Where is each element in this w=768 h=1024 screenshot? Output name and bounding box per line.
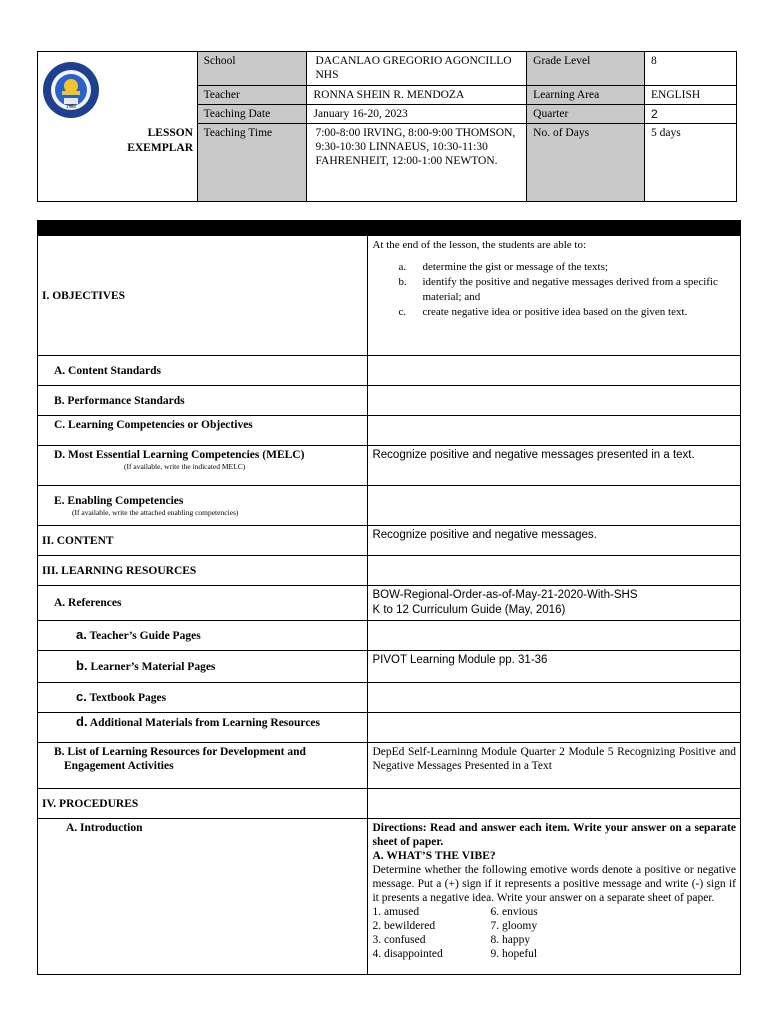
header-table	[37, 51, 737, 202]
intro-activity-title: A. WHAT’S THE VIBE?	[372, 850, 496, 862]
grade-label: Grade Level	[527, 52, 645, 86]
objective-item	[398, 305, 728, 320]
tb-text: Textbook Pages	[86, 692, 167, 704]
emotive-word: 6. envious	[490, 906, 538, 918]
am-text: Additional Materials from Learning Resources	[87, 717, 320, 729]
table-row	[38, 236, 741, 356]
objective-text: create negative idea or positive idea based on the given text.	[422, 306, 688, 318]
references-cell	[368, 586, 741, 621]
table-row	[38, 486, 741, 526]
quarter-label: Quarter	[527, 105, 645, 124]
content-label: II. CONTENT	[38, 526, 368, 556]
teachers-guide-label	[38, 621, 368, 651]
references-value-2: K to 12 Curriculum Guide (May, 2016)	[372, 604, 566, 616]
date-value: January 16-20, 2023	[307, 105, 527, 124]
objective-text: identify the positive and negative messages derived from a specific material; and	[422, 276, 718, 303]
objective-marker: b.	[398, 276, 407, 288]
emotive-words-list	[372, 905, 736, 961]
logo-cell	[38, 52, 198, 202]
tg-text: Teacher’s Guide Pages	[86, 630, 201, 642]
days-value: 5 days	[645, 124, 737, 202]
school-seal-logo	[42, 60, 100, 120]
textbook-label	[38, 683, 368, 713]
time-label: Teaching Time	[197, 124, 307, 202]
introduction-label: A. Introduction	[38, 819, 368, 975]
objective-text: determine the gist or message of the texts;	[422, 261, 608, 273]
melc-cell	[38, 446, 368, 486]
list-resources-value: DepEd Self-Learninng Module Quarter 2 Module 5 Recognizing Positive and Negative Messages Presented in a Text	[368, 743, 741, 789]
emotive-word: 2. bewildered	[372, 920, 436, 932]
table-header-bar	[38, 221, 741, 236]
emotive-word: 7. gloomy	[490, 920, 538, 932]
table-row	[38, 386, 741, 416]
procedures-label: IV. PROCEDURES	[38, 789, 368, 819]
table-row	[38, 416, 741, 446]
table-row	[38, 819, 741, 975]
table-row	[38, 526, 741, 556]
table-row	[38, 713, 741, 743]
objectives-label: I. OBJECTIVES	[38, 236, 368, 356]
list-label-2: Engagement Activities	[64, 760, 174, 772]
school-label: School	[197, 52, 307, 86]
teacher-value: RONNA SHEIN R. MENDOZA	[307, 86, 527, 105]
enabling-note: (If available, write the attached enabling competencies)	[72, 508, 239, 517]
melc-label: D. Most Essential Learning Competencies (MELC)	[54, 449, 305, 461]
references-label: A. References	[38, 586, 368, 621]
objectives-list	[372, 260, 736, 320]
objective-marker: a.	[398, 261, 407, 273]
am-letter: d.	[76, 714, 88, 729]
lesson-title-line1: LESSON	[147, 127, 193, 139]
list-resources-cell	[38, 743, 368, 789]
emotive-word: 4. disappointed	[372, 948, 443, 960]
tg-letter: a.	[76, 627, 87, 642]
content-standards-label: A. Content Standards	[38, 356, 368, 386]
lm-text: Learner’s Material Pages	[87, 661, 216, 673]
emotive-word: 9. hopeful	[490, 948, 538, 960]
enabling-label: E. Enabling Competencies	[54, 495, 184, 507]
learners-material-value: PIVOT Learning Module pp. 31-36	[368, 651, 741, 683]
lesson-exemplar-title	[98, 126, 193, 156]
table-row	[38, 789, 741, 819]
objective-item	[398, 260, 728, 275]
time-value: 7:00-8:00 IRVING, 8:00-9:00 THOMSON, 9:30-10:30 LINNAEUS, 10:30-11:30 FAHRENHEIT, 12:00-1:00 NEWTON.	[307, 124, 527, 202]
lesson-plan-table	[37, 220, 741, 975]
table-row	[38, 586, 741, 621]
references-value-1: BOW-Regional-Order-as-of-May-21-2020-With-SHS	[372, 589, 638, 601]
objective-item	[398, 275, 728, 305]
competencies-label: C. Learning Competencies or Objectives	[38, 416, 368, 446]
learners-material-label	[38, 651, 368, 683]
melc-value: Recognize positive and negative messages presented in a text.	[368, 446, 741, 486]
table-row	[38, 621, 741, 651]
lesson-title-line2: EXEMPLAR	[127, 142, 193, 154]
emotive-word: 8. happy	[490, 934, 531, 946]
table-row	[38, 683, 741, 713]
lm-letter: b.	[76, 658, 88, 673]
days-label: No. of Days	[527, 124, 645, 202]
intro-directions: Directions: Read and answer each item. Write your answer on a separate sheet of paper.	[372, 822, 736, 848]
grade-value: 8	[645, 52, 737, 86]
performance-standards-label: B. Performance Standards	[38, 386, 368, 416]
objectives-cell	[368, 236, 741, 356]
melc-note: (If available, write the indicated MELC)	[124, 462, 246, 471]
intro-text: Determine whether the following emotive words denote a positive or negative message. Put a (+) sign if it represents a positive message and write (-) sign if it presents a negative idea. Write your answer on a separate sheet of paper.	[372, 864, 736, 904]
objectives-intro: At the end of the lesson, the students are able to:	[372, 239, 587, 251]
objective-marker: c.	[398, 306, 407, 318]
emotive-word: 1. amused	[372, 906, 420, 918]
quarter-value: 2	[645, 105, 737, 124]
content-value: Recognize positive and negative messages.	[368, 526, 741, 556]
area-value: ENGLISH	[645, 86, 737, 105]
emotive-word: 3. confused	[372, 934, 426, 946]
area-label: Learning Area	[527, 86, 645, 105]
teacher-label: Teacher	[197, 86, 307, 105]
enabling-cell	[38, 486, 368, 526]
table-row	[38, 446, 741, 486]
tb-letter: c.	[76, 689, 87, 704]
logo-year: 1980	[65, 104, 77, 109]
introduction-cell	[368, 819, 741, 975]
list-label-1: B. List of Learning Resources for Development and	[54, 746, 306, 758]
table-row	[38, 356, 741, 386]
additional-materials-label	[38, 713, 368, 743]
table-row	[38, 556, 741, 586]
table-row	[38, 743, 741, 789]
resources-label: III. LEARNING RESOURCES	[38, 556, 368, 586]
date-label: Teaching Date	[197, 105, 307, 124]
school-value: DACANLAO GREGORIO AGONCILLO NHS	[307, 52, 527, 86]
table-row	[38, 651, 741, 683]
